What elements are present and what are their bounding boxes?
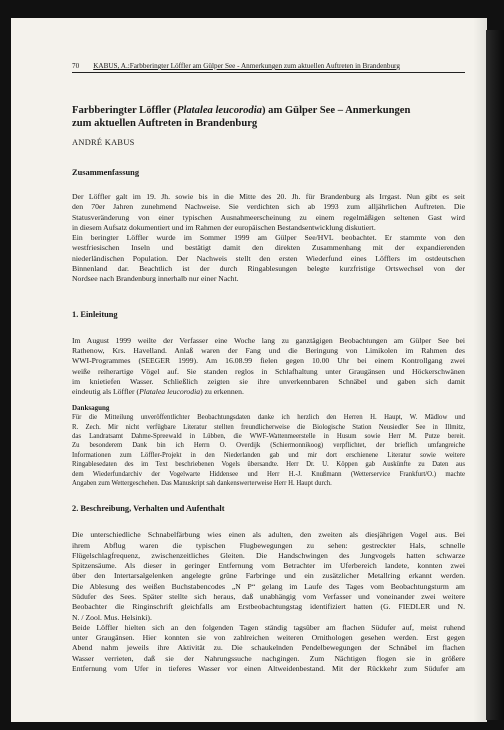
title-species: Platalea leucorodia (176, 105, 262, 116)
intro-line: weiße reiherartige Vögel auf. Sie standen reglos in Schlafhaltung unter Graugänsen und Höckerschwänen (72, 366, 465, 376)
description-line: über den Intertarsalgelenken angelegte grüne Farbringe und ein zusätzlicher Metallring erkannt werden. (72, 571, 465, 581)
author: ANDRÉ KABUS (72, 138, 135, 147)
abstract-line: Statusveränderung von einer typischen Ausnahmeerscheinung zu einem regelmäßigen seltenen Gast wird (72, 212, 465, 222)
adjacent-page-edge (486, 30, 504, 720)
heading-danksagung: Danksagung (72, 404, 110, 413)
description-line: Entfernung vom Ufer in tieferes Wasser vor einen Altweidenbestand. Mit der Rückkehr zum Südufer am (72, 664, 465, 674)
title-part-3: zum aktuellen Auftreten in Brandenburg (72, 118, 258, 129)
description-line: Wasser verrieten, daß sie der Nahrungssuche nachgingen. Zum Nächtigen flogen sie in größere (72, 653, 465, 663)
running-header (72, 62, 465, 73)
abstract-line: den 70er Jahren zunehmend Nachweise. Sie verdichten sich ab 1993 zum alljährlichen Auftreten. Die (72, 202, 465, 212)
article-title (72, 104, 452, 130)
ack-line: dem Wiederfundarchiv der Vogelwarte Hiddensee und Herr H.-J. Knußmann (Wetterservice Frankfurt/O.) machte (72, 470, 465, 478)
ack-line: R. Zech. Mir nicht verfügbare Literatur stellten freundlicherweise die Biologische Station Neusiedler See in Illmitz, (72, 423, 465, 431)
abstract-line: Der Löffler galt im 19. Jh. sowie bis in die Mitte des 20. Jh. für Brandenburg als Irrgast. Nun gibt es seit (72, 192, 465, 201)
description-line: unter Graugänsen. Hier konnten sie von zahlreichen weiteren Ornithologen gesehen werden. Erst gegen (72, 633, 465, 643)
description-line: Abend nahm jeweils ihre Aktivität zu. Die schaukelnden Pendelbewegungen der Schnäbel im flachen (72, 643, 465, 653)
abstract-line: Ein beringter Löffler wurde im Sommer 1999 am Gülper See/HVL beobachtet. Er stammte von den (72, 233, 465, 243)
intro-line: im knietiefen Wasser. Schließlich zeigten sie ihre unverkennbaren Schnäbel und gaben sich damit (72, 376, 465, 386)
ack-line: das Landratsamt Dahme-Spreewald in Lübben, die WWF-Wattenmeerstelle in Husum sowie Herr M. Putze bereit. (72, 433, 465, 441)
intro-line: Rathenow, Krs. Havelland. Anlaß waren der Fang und die Beringung von Limikolen im Rahmen des (72, 345, 465, 355)
ack-line: Angaben zum Wettergeschehen. Das Manuskript sah dankenswerterweise Herr H. Haupt durch. (72, 479, 332, 487)
abstract-paragraph (72, 192, 465, 285)
abstract-line: Binnenland dar. Beachtlich ist der durch Ringablesungen belegte kurzfristige Ortswechsel von der (72, 264, 465, 274)
description-line: N. / Zool. Mus. Helsinki). (72, 612, 152, 622)
title-part-2: ) am Gülper See – Anmerkungen (261, 105, 411, 116)
abstract-line: niederländischen Population. Der Nachweis stellt den ersten Wiederfund eines Löfflers im ostdeutschen (72, 253, 465, 263)
description-line: Beide Löffler hielten sich an den folgenden Tagen ständig tagsüber am flachen Südufer auf, meist ruhend (72, 622, 465, 632)
page-number: 70 (72, 62, 80, 70)
intro-line: Im August 1999 weilte der Verfasser eine Woche lang zu ganztägigen Beobachtungen am Gülper See bei (72, 335, 465, 345)
intro-line-last (72, 387, 465, 397)
heading-einleitung: 1. Einleitung (72, 309, 118, 319)
abstract-line: Nordsee nach Brandenburg innerhalb nur einer Nacht. (72, 274, 239, 284)
description-line: Die unterschiedliche Schnabelfärbung wies einen als adulten, den zweiten als diesjährigen Vogel aus. Bei (72, 530, 465, 540)
heading-beschreibung: 2. Beschreibung, Verhalten und Aufenthalt (72, 504, 225, 514)
title-part-1: Farbberingter Löffler ( (72, 105, 177, 116)
intro-species: Platalea leucorodia (139, 387, 201, 397)
ack-line: Ringablesedaten des im Text beschriebenen Vogels übersandte. Herr Dr. U. Köppen gab Auskünfte zu Daten aus (72, 461, 465, 469)
intro-line: WWI-Programmes (SEEGER 1999). Am 16.08.99 fielen gegen 10.00 Uhr bei einem Kontrollgang zwei (72, 356, 465, 366)
intro-last-post: ) zu erkennen. (200, 387, 244, 397)
intro-last-pre: eindeutig als Löffler ( (72, 387, 140, 397)
ack-line: Für die Mitteilung unveröffentlichter Beobachtungsdaten danke ich herzlich den Herren H. Haupt, W. Mädlow und (72, 414, 465, 422)
description-line: ihrem Abflug waren die typischen Flugbewegungen zu sehen: gestreckter Hals, schnelle (72, 540, 465, 550)
abstract-line: in diesem Aufsatz dokumentiert und im Rahmen der europäischen Bestandsentwicklung diskutiert. (72, 222, 376, 232)
abstract-line: westfriesischen Inseln und bestätigt damit den direkten Zusammenhang mit der expandierenden (72, 243, 465, 253)
acknowledgements-paragraph (72, 413, 465, 488)
description-line: Flügelschlagfrequenz, zwischenzeitliches Gleiten. Die Handschwingen des Jungvogels hatten schwarze (72, 550, 465, 560)
heading-zusammenfassung: Zusammenfassung (72, 168, 140, 177)
ack-line: Zu besonderem Dank bin ich Herrn O. Overdijk (Schiermonnikoog) verpflichtet, der brieflich umfangreiche (72, 442, 465, 450)
description-line: Beobachter die Ringinschrift gleichfalls am Erstbeobachtungstag identifiziert hatten (G. FIEDLER und N. (72, 602, 465, 612)
intro-paragraph (72, 336, 465, 398)
ack-line: Informationen zum Löffler-Projekt in den Niederlanden gab und mir dort erschienene Literatur sowie weitere (72, 451, 465, 459)
description-line: Spitzensäume. Als dieser in geringer Entfernung vom Betrachter im Uferbereich landete, konnten zwei (72, 561, 465, 571)
description-paragraph (72, 530, 465, 674)
running-header-text: KABUS, A.:Farbberingter Löffler am Gülper See - Anmerkungen zum aktuellen Auftreten in Brandenburg (93, 62, 400, 70)
description-line: Südufer des Sees. Später stellte sich heraus, daß unabhängig vom Verfasser und voneinander zwei weitere (72, 591, 465, 601)
article (72, 62, 465, 674)
description-line: Die Ablesung des weißen Buchstabencodes „N P“ gelang im Laufe des Tages vom Beobachtungsturm am (72, 581, 465, 591)
